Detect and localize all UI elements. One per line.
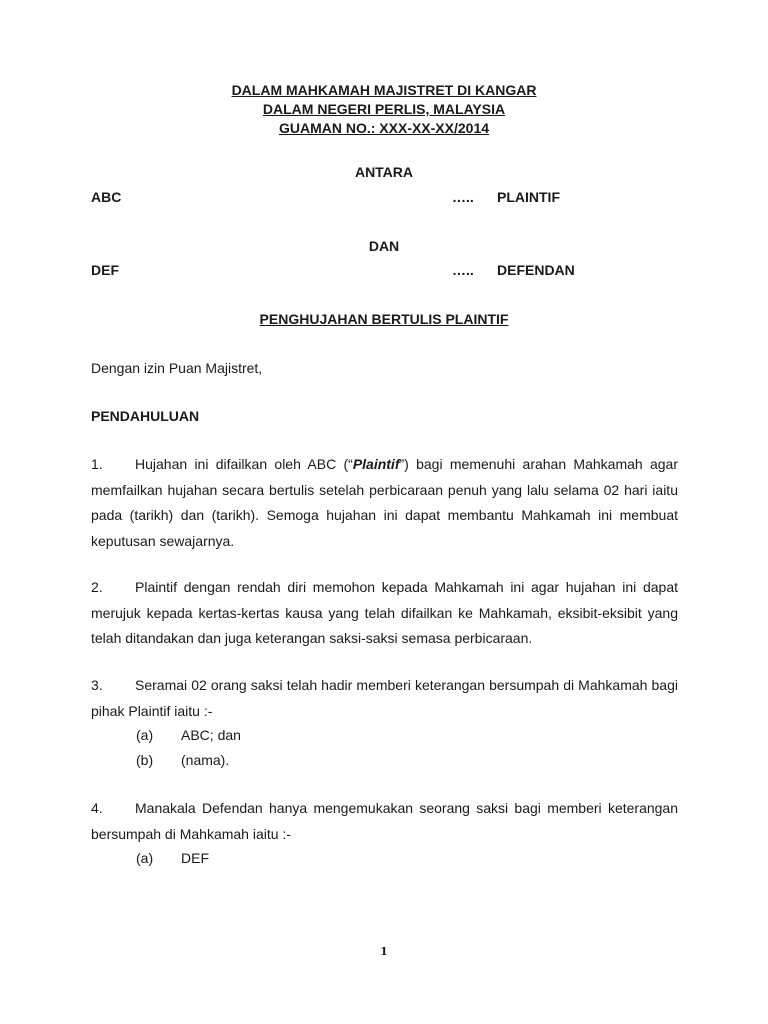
paragraph-3 xyxy=(91,673,678,724)
list-item-label: (a) xyxy=(136,727,154,743)
defined-term: Plaintif xyxy=(352,456,400,472)
list-item-label: (b) xyxy=(136,752,154,768)
between-label: ANTARA xyxy=(354,164,414,180)
list-item-text: (nama). xyxy=(181,752,230,768)
plaintiff-role: PLAINTIF xyxy=(497,189,560,205)
paragraph-1 xyxy=(91,452,678,554)
paragraph-number: 2. xyxy=(91,579,103,595)
document-title: PENGHUJAHAN BERTULIS PLAINTIF xyxy=(259,311,509,327)
salutation: Dengan izin Puan Majistret, xyxy=(91,360,263,376)
paragraph-text: Hujahan ini difailkan oleh ABC (“ xyxy=(135,456,353,472)
page-number: 1 xyxy=(380,945,388,958)
list-item-text: ABC; dan xyxy=(181,727,241,743)
section-heading: PENDAHULUAN xyxy=(91,408,200,424)
paragraph-2 xyxy=(91,575,678,652)
defendant-dots: ….. xyxy=(452,262,474,278)
paragraph-text: Manakala Defendan hanya mengemukakan seorang saksi bagi memberi keterangan bersumpah di Mahkamah iaitu :- xyxy=(91,800,678,842)
state-title: DALAM NEGERI PERLIS, MALAYSIA xyxy=(262,101,506,117)
court-title: DALAM MAHKAMAH MAJISTRET DI KANGAR xyxy=(231,82,537,98)
defendant-name: DEF xyxy=(91,262,119,278)
paragraph-text: Seramai 02 orang saksi telah hadir memberi keterangan bersumpah di Mahkamah bagi pihak Plaintif iaitu :- xyxy=(91,677,678,719)
and-label: DAN xyxy=(368,238,400,254)
list-item-label: (a) xyxy=(136,850,154,866)
defendant-role: DEFENDAN xyxy=(497,262,575,278)
plaintiff-dots: ….. xyxy=(452,189,474,205)
case-number: GUAMAN NO.: XXX-XX-XX/2014 xyxy=(278,120,490,136)
paragraph-4 xyxy=(91,796,678,847)
plaintiff-name: ABC xyxy=(91,189,122,205)
paragraph-text: ”) bagi memenuhi arahan Mahkamah agar memfailkan hujahan secara bertulis setelah perbicaraan penuh yang lalu selama 02 hari iaitu pada (tarikh) dan (tarikh). Semoga hujahan ini dapat membantu Mahkamah ini membuat keputusan sewajarnya. xyxy=(91,456,678,549)
paragraph-number: 1. xyxy=(91,456,103,472)
paragraph-number: 3. xyxy=(91,677,103,693)
paragraph-text: Plaintif dengan rendah diri memohon kepada Mahkamah ini agar hujahan ini dapat merujuk kepada kertas-kertas kausa yang telah difailkan ke Mahkamah, eksibit-eksibit yang telah ditandakan dan juga keterangan saksi-saksi semasa perbicaraan. xyxy=(91,579,678,647)
paragraph-number: 4. xyxy=(91,800,103,816)
list-item-text: DEF xyxy=(181,850,209,866)
